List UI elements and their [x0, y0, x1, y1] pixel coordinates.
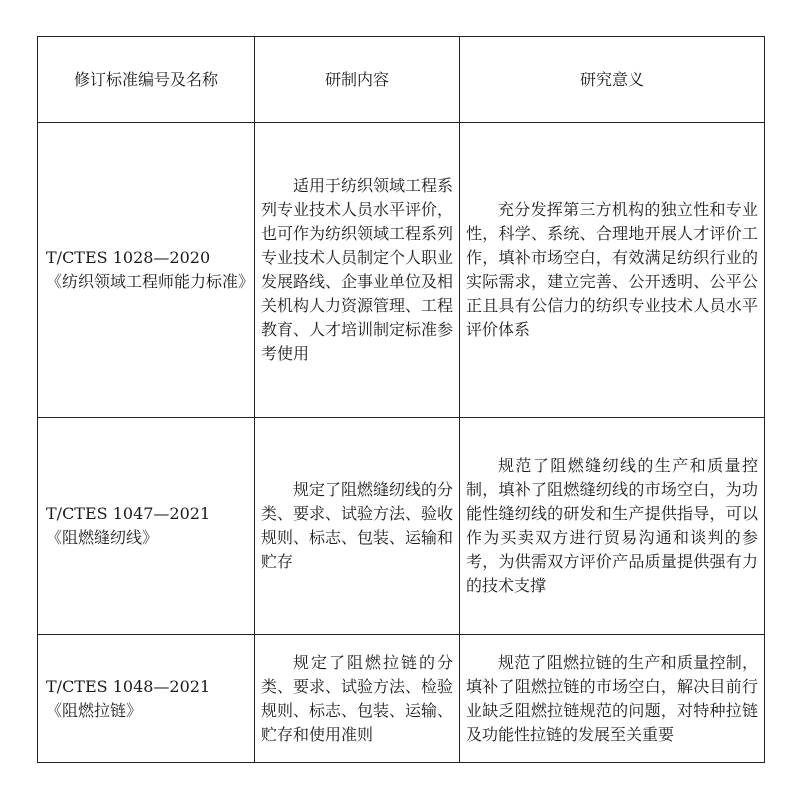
- standard-name: 《纺织领域工程师能力标准》: [46, 272, 255, 291]
- header-development-content: 研制内容: [255, 37, 460, 123]
- content-cell: 规定了阻燃缝纫线的分类、要求、试验方法、验收规则、标志、包装、运输和贮存: [255, 418, 460, 635]
- standard-code: T/CTES 1028—2020: [46, 248, 211, 267]
- significance-cell: 充分发挥第三方机构的独立性和专业性，科学、系统、合理地开展人才评价工作，填补市场空白，有效满足纺织行业的实际需求，建立完善、公开透明、公平公正且具有公信力的纺织专业技术人员水平评价体系: [460, 123, 765, 418]
- significance-cell: 规范了阻燃缝纫线的生产和质量控制，填补了阻燃缝纫线的市场空白，为功能性缝纫线的研发和生产提供指导，可以作为买卖双方进行贸易沟通和谈判的参考，为供需双方评价产品质量提供强有力的技术支撑: [460, 418, 765, 635]
- content-cell: 规定了阻燃拉链的分类、要求、试验方法、检验规则、标志、包装、运输、贮存和使用准则: [255, 635, 460, 763]
- table-row: [38, 123, 765, 418]
- standard-cell: [38, 635, 255, 763]
- standard-cell: [38, 418, 255, 635]
- header-row: [38, 37, 765, 123]
- standard-name: 《阻燃拉链》: [46, 700, 143, 720]
- table-row: [38, 418, 765, 635]
- significance-cell: 规范了阻燃拉链的生产和质量控制，填补了阻燃拉链的市场空白，解决目前行业缺乏阻燃拉链规范的问题，对特种拉链及功能性拉链的发展至关重要: [460, 635, 765, 763]
- header-standard-code-name: 修订标准编号及名称: [38, 37, 255, 123]
- standard-code: T/CTES 1047—2021: [46, 504, 211, 523]
- standard-name: 《阻燃缝纫线》: [46, 528, 159, 547]
- table-row: [38, 635, 765, 763]
- header-research-significance: 研究意义: [460, 37, 765, 123]
- standard-cell: [38, 123, 255, 418]
- standards-table: [37, 36, 765, 763]
- standard-code: T/CTES 1048—2021: [46, 676, 211, 696]
- content-cell: 适用于纺织领域工程系列专业技术人员水平评价，也可作为纺织领域工程系列专业技术人员制定个人职业发展路线、企事业单位及相关机构人力资源管理、工程教育、人才培训制定标准参考使用: [255, 123, 460, 418]
